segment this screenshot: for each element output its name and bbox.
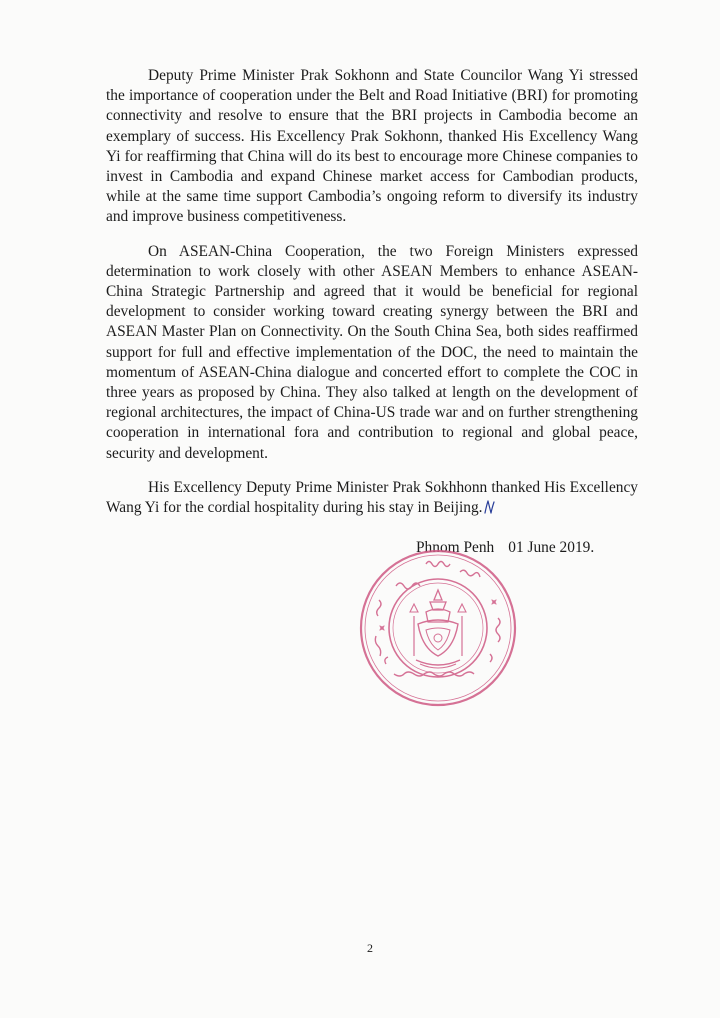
paragraph-closing — [106, 478, 638, 518]
page-number: 2 — [367, 941, 373, 955]
document-body — [106, 66, 638, 532]
paragraph-asean-china: On ASEAN-China Cooperation, the two Foreign Ministers expressed determination to work closely with other ASEAN Members to enhance ASEAN-China Strategic Partnership and agreed that it would be beneficial for regional development to consider working toward creating synergy between the BRI and ASEAN Master Plan on Connectivity. On the South China Sea, both sides reaffirmed support for full and effective implementation of the DOC, the need to maintain the momentum of ASEAN-China dialogue and concerted effort to complete the COC in three years as proposed by China. They also talked at length on the development of regional architectures, the impact of China-US trade war and on further strengthening cooperation in international fora and contribution to regional and global peace, security and development. — [106, 242, 638, 462]
place: Phnom Penh — [416, 539, 495, 556]
handwritten-initial-icon — [483, 500, 495, 514]
closing-text: His Excellency Deputy Prime Minister Prak Sokhhonn thanked His Excellency Wang Yi for the cordial hospitality during his stay in Beijing. — [106, 478, 638, 517]
paragraph-bri-cooperation: Deputy Prime Minister Prak Sokhonn and State Councilor Wang Yi stressed the importance of cooperation under the Belt and Road Initiative (BRI) for promoting connectivity and resolve to ensure that the BRI projects in Cambodia become an exemplary of success. His Excellency Prak Sokhonn, thanked His Excellency Wang Yi for reaffirming that China will do its best to encourage more Chinese companies to invest in Cambodia and expand Chinese market access for Cambodian products, while at the same time support Cambodia’s ongoing reform to diversify its industry and improve business competitiveness. — [106, 67, 638, 226]
official-seal-icon — [356, 546, 520, 710]
date: 01 June 2019. — [508, 539, 595, 556]
